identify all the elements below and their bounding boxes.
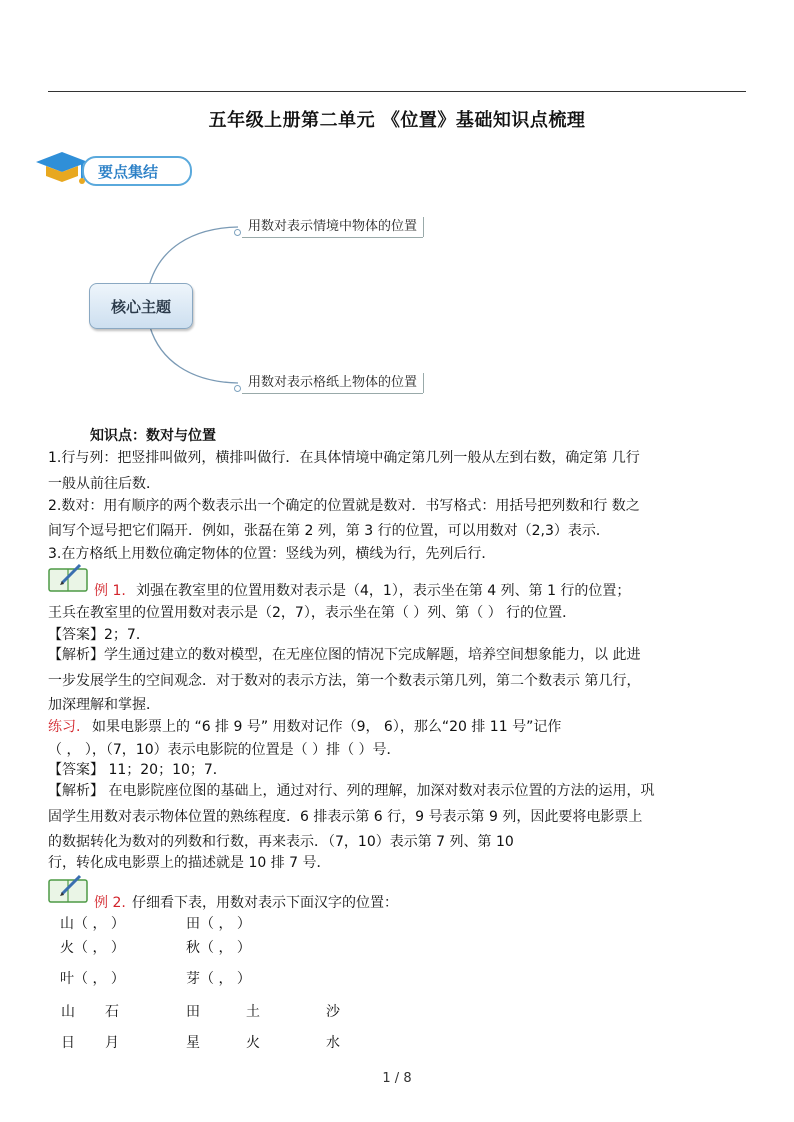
mindmap-branch-1: 用数对表示情境中物体的位置 [242, 217, 423, 238]
notebook-pencil-icon [48, 563, 90, 593]
mindmap-core-node: 核心主题 [89, 283, 193, 329]
grid-cell: 水 [326, 1035, 340, 1051]
example-1-analysis: 加深理解和掌握． [48, 697, 160, 713]
knowledge-line: 间写个逗号把它们隔开．例如，张磊在第 2 列，第 3 行的位置，可以用数对（2,3）表示． [48, 523, 610, 539]
section-badge [32, 148, 192, 192]
page-title: 五年级上册第二单元 《位置》基础知识点梳理 [208, 110, 586, 131]
practice-line-2: （ ， ），（7，10）表示电影院的位置是（ ）排（ ）号． [48, 742, 401, 758]
mindmap-branch-2: 用数对表示格纸上物体的位置 [242, 373, 423, 394]
knowledge-line: 3.在方格纸上用数位确定物体的位置：竖线为列，横线为行，先列后行． [48, 546, 496, 562]
practice-label: 练习. [48, 719, 81, 735]
blank-item: 火（ ， ） [60, 940, 125, 956]
practice-analysis: 固学生用数对表示物体位置的熟练程度．6 排表示第 6 行，9 号表示第 9 列，因此要将电影票上 [48, 809, 643, 825]
example-1-analysis: 一步发展学生的空间观念．对于数对的表示方法，第一个数表示第几列，第二个数表示 第几行， [48, 673, 641, 689]
example-2-text: 仔细看下表，用数对表示下面汉字的位置： [132, 895, 398, 911]
blank-item: 秋（ ， ） [186, 940, 251, 956]
blank-item: 芽（ ， ） [186, 971, 251, 987]
grid-cell: 星 [186, 1035, 200, 1051]
grid-cell: 月 [105, 1035, 119, 1051]
blank-item: 山（ ， ） [60, 916, 125, 932]
grid-cell: 山 [61, 1004, 75, 1020]
badge-label: 要点集结 [98, 163, 159, 181]
example-1-analysis: 【解析】学生通过建立的数对模型，在无座位图的情况下完成解题，培养空间想象能力，以 此进 [48, 647, 641, 663]
practice-line-1: 如果电影票上的 “6 排 9 号” 用数对记作（9， 6），那么“20 排 11 号”记作 [92, 719, 562, 735]
grid-cell: 石 [105, 1004, 119, 1020]
blank-item: 田（ ， ） [186, 916, 251, 932]
knowledge-heading: 知识点：数对与位置 [90, 428, 216, 444]
grid-cell: 土 [246, 1004, 260, 1020]
knowledge-line: 1.行与列：把竖排叫做列，横排叫做行．在具体情境中确定第几列一般从左到右数，确定第 几行 [48, 450, 640, 466]
badge-pill [82, 156, 192, 186]
grid-cell: 火 [246, 1035, 260, 1051]
example-1-line-2: 王兵在教室里的位置用数对表示是（2，7），表示坐在第（ ）列、第（ ） 行的位置． [48, 605, 577, 621]
grid-cell: 田 [186, 1004, 200, 1020]
practice-analysis: 的数据转化为数对的列数和行数，再来表示．（7，10）表示第 7 列、第 10 [48, 834, 514, 850]
example-1-line-1: 刘强在教室里的位置用数对表示是（4，1），表示坐在第 4 列、第 1 行的位置； [136, 583, 631, 599]
example-2-label: 例 2. [94, 895, 126, 911]
practice-answer: 【答案】 11；20；10；7． [48, 762, 227, 778]
page-number: 1 / 8 [382, 1071, 412, 1086]
notebook-pencil-icon [48, 874, 90, 904]
knowledge-line: 一般从前往后数． [48, 476, 160, 492]
knowledge-line: 2.数对：用有顺序的两个数表示出一个确定的位置就是数对．书写格式：用括号把列数和行 数之 [48, 498, 640, 514]
grid-cell: 日 [61, 1035, 75, 1051]
example-1-answer: 【答案】2；7． [48, 627, 150, 643]
practice-analysis: 行，转化成电影票上的描述就是 10 排 7 号． [48, 855, 331, 871]
practice-analysis: 【解析】 在电影院座位图的基础上，通过对行、列的理解，加深对数对表示位置的方法的运用，巩 [48, 783, 655, 799]
blank-item: 叶（ ， ） [60, 971, 125, 987]
header-rule [48, 91, 746, 92]
grid-cell: 沙 [326, 1004, 340, 1020]
example-1-label: 例 1. [94, 583, 126, 599]
